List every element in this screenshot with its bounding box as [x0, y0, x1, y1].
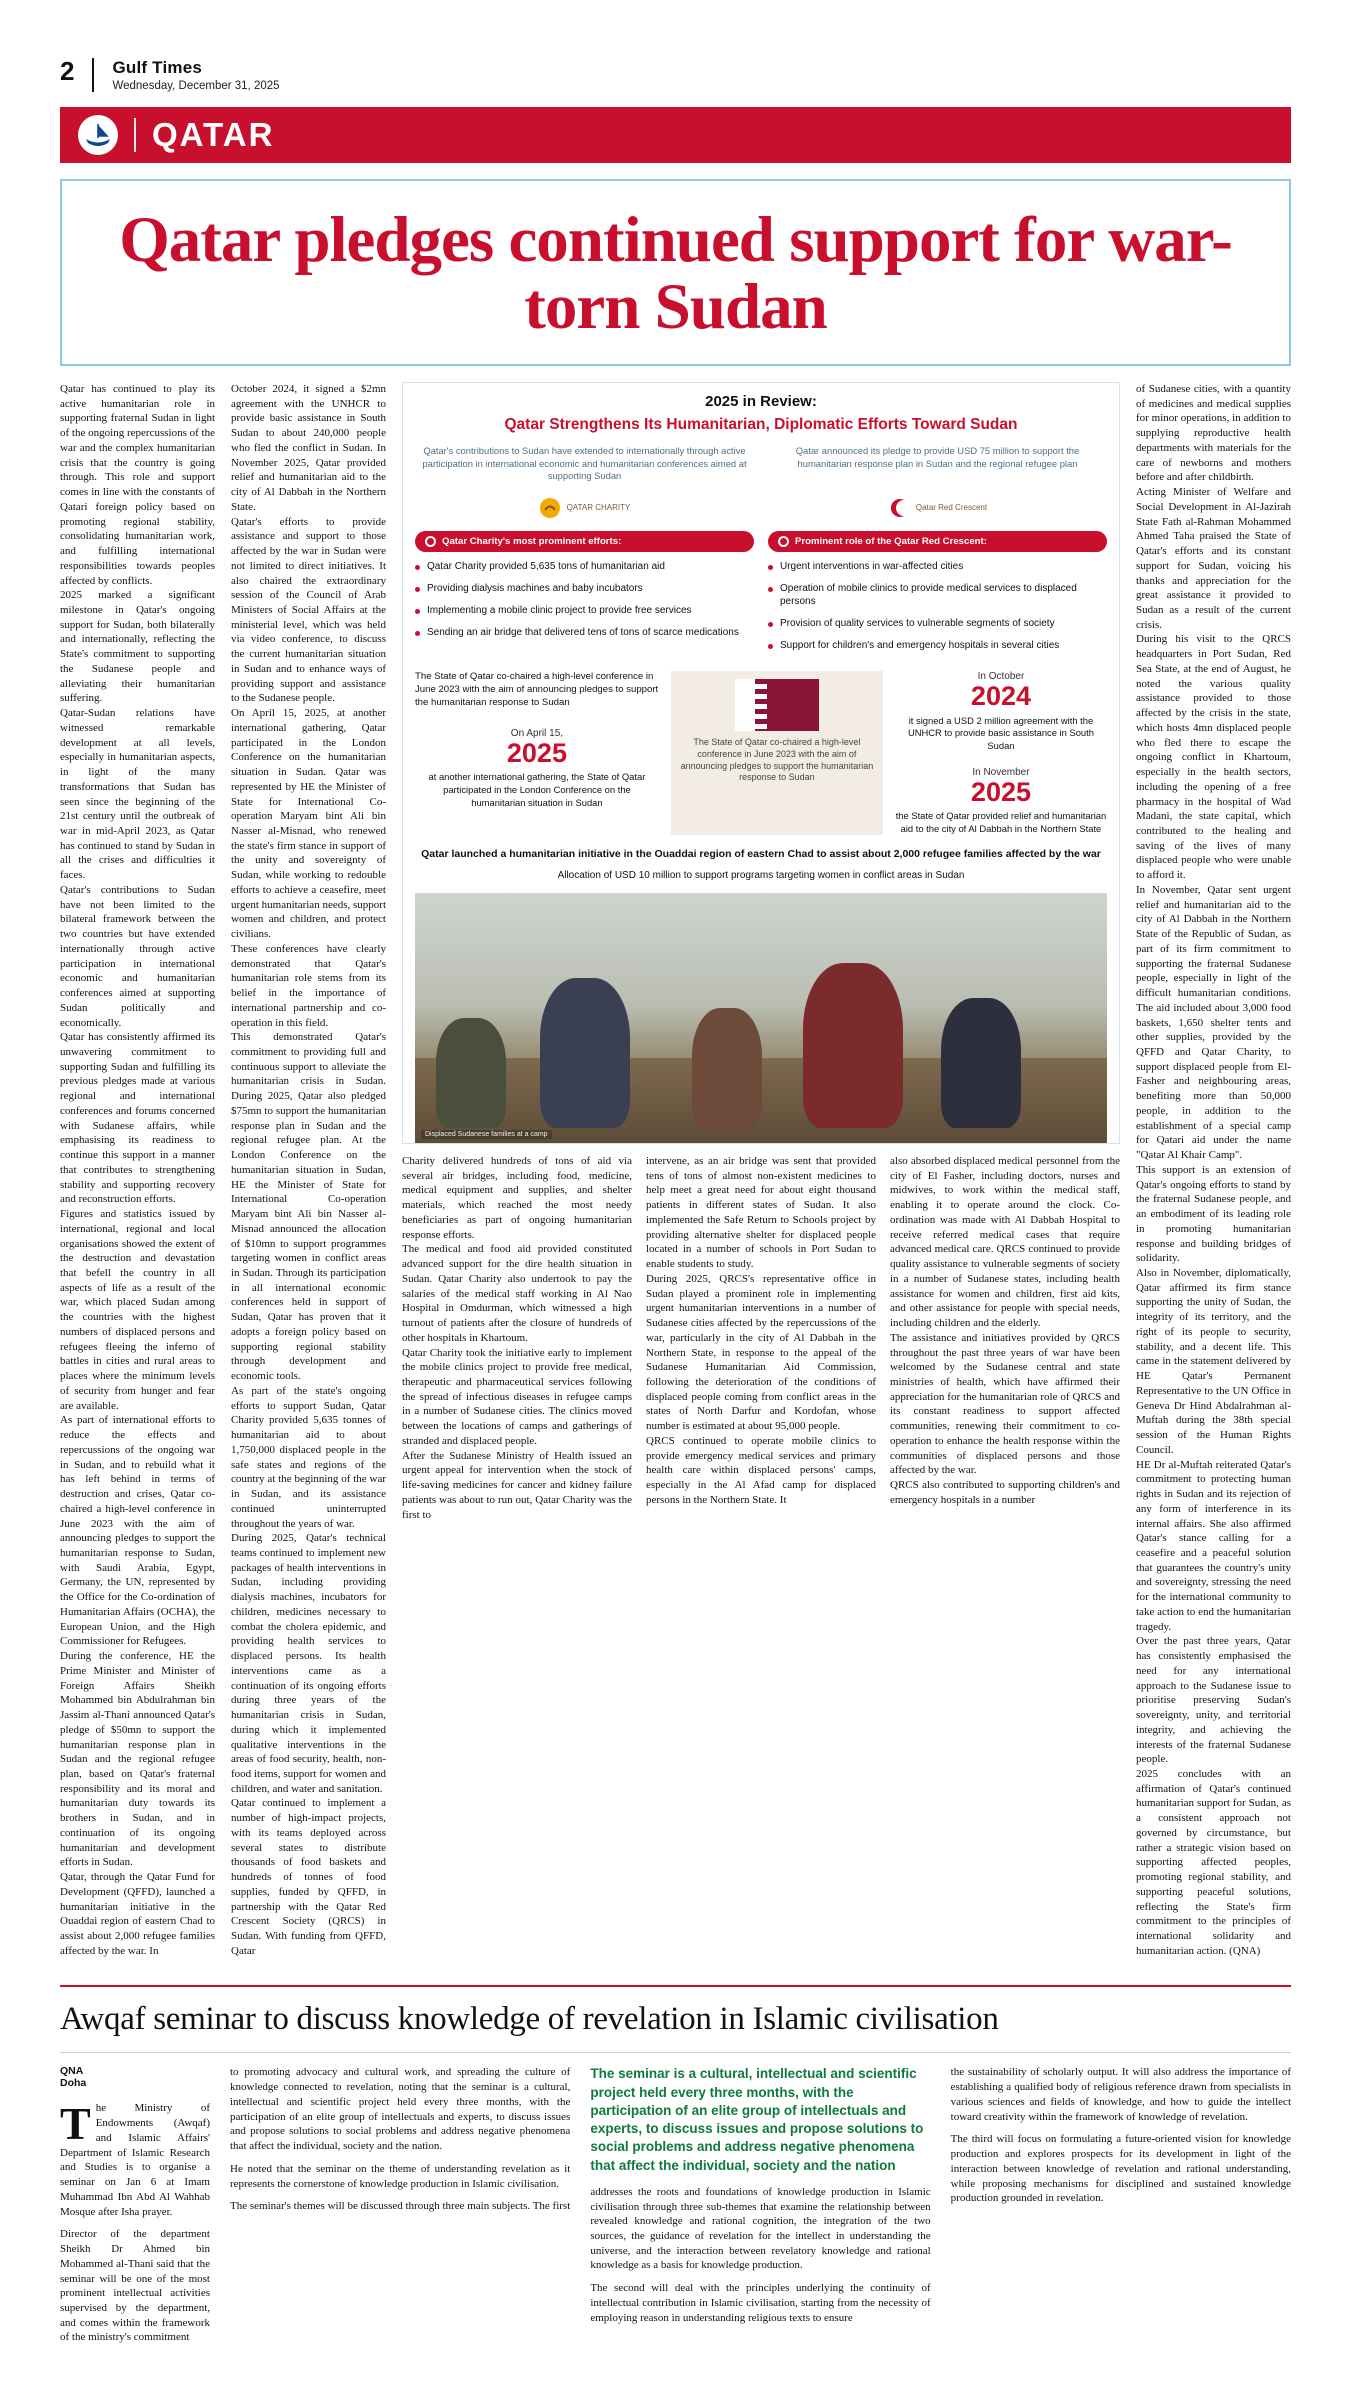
qatar-charity-label: QATAR CHARITY [566, 503, 631, 513]
bullet-list-left [415, 560, 754, 661]
date-label-october: In October [977, 671, 1025, 683]
paragraph: Director of the department Sheikh Dr Ahmed bin Mohammed al-Thani said that the seminar will be one of the most prominent intellectual activities supervised by the department, and comes within the framework of the ministry's commitment [60, 2228, 210, 2344]
paragraph: Qatar's contributions to Sudan have not been limited to the bilateral framework between the two countries but have extended internationally through active participation in international economic and humanitarian conferences aimed at supporting Sudan politically and economically. [60, 883, 215, 1029]
paragraph: The assistance and initiatives provided by QRCS throughout the past three years of war have been welcomed by the Sudanese central and state ministries of health, which have affirmed their appreciation for the humanitarian role of QRCS and its constant readiness to support affected communities, renewing their commitment to co-operation to enhance the health response within the communities of displaced persons and those affected by the war. [890, 1331, 1120, 1477]
paragraph: During the conference, HE the Prime Minister and Minister of Foreign Affairs Sheikh Mohammed bin Abdulrahman bin Jassim al-Thani announced Qatar's pledge of $50mn to support the humanitarian response plan in Sudan and the regional refugee plan, based on Qatar's fraternal responsibility and its moral and humanitarian duty towards its brothers in Sudan, and in continuation of its ongoing humanitarian and development efforts in Sudan. [60, 1650, 215, 1869]
section-title: QATAR [152, 115, 275, 153]
qatar-charity-logo-icon [415, 491, 754, 525]
pill-label-left: Qatar Charity's most prominent efforts: [442, 536, 622, 548]
list-item: Sending an air bridge that delivered tens of tons of scarce medications [415, 626, 754, 639]
paragraph: the sustainability of scholarly output. It will also address the importance of establishing a qualified body of religious reference drawn from specialists in various sciences and fields of knowledge, and how to guide the intellect toward creativity within the framework of knowledge of revelation. [950, 2066, 1291, 2123]
qatar-flag-icon [735, 679, 819, 731]
paragraph: On April 15, 2025, at another international gathering, Qatar participated in the London Conference on the humanitarian situation in Sudan. Qatar was represented by HE the Minister of State for International Co-operation Maryam bint Ali bin Nasser al-Misnad, who renewed the state's firm stance in support of the unity and sovereignty of Sudan, while working to redouble efforts to achieve a ceasefire, meet urgent humanitarian needs, support women and children, and protect civilians. [231, 707, 386, 941]
paragraph: QRCS also contributed to supporting children's and emergency hospitals in a number [890, 1479, 1120, 1506]
qrcs-role-pill [768, 531, 1107, 552]
list-item: Qatar Charity provided 5,635 tons of humanitarian aid [415, 560, 754, 573]
date-note-november: the State of Qatar provided relief and humanitarian aid to the city of Al Dabbah in the Northern State [895, 809, 1107, 834]
publication-date: Wednesday, December 31, 2025 [112, 79, 280, 92]
masthead-divider [92, 58, 94, 92]
article-column-3c [890, 1154, 1120, 1522]
section-rule [60, 1985, 1291, 1987]
qatar-red-crescent-logo-icon [768, 491, 1107, 525]
secondary-column-3 [590, 2065, 930, 2345]
list-item: Implementing a mobile clinic project to provide free services [415, 604, 754, 617]
infographic-title-line1: 2025 in Review: [705, 392, 817, 410]
date-note-april: at another international gathering, the State of Qatar participated in the London Conference on the humanitarian situation in Sudan [428, 771, 646, 808]
infographic-subtitle-right: Qatar announced its pledge to provide USD 75 million to support the humanitarian response plan in Sudan and the regional refugee plan [795, 445, 1080, 469]
flag-caption: The State of Qatar co-chaired a high-level conference in June 2023 with the aim of announcing pledges to support the humanitarian response to Sudan [680, 737, 874, 783]
paper-name: Gulf Times [112, 58, 203, 77]
paragraph: The second will deal with the principles underlying the continuity of intellectual contribution in Islamic civilisation, starting from the necessity of employing reason in understanding religious texts to ensure [590, 2282, 931, 2324]
bullet-list-right [768, 560, 1107, 661]
timeline-left [415, 671, 659, 835]
pill-label-right: Prominent role of the Qatar Red Crescent: [795, 536, 987, 548]
paragraph: In November, Qatar sent urgent relief and humanitarian aid to the city of Al Dabbah in the Northern State of the Republic of Sudan, as part of its firm commitment to supporting the fraternal Sudanese people, especially in light of the difficult humanitarian conditions. The aid included about 3,000 food baskets, 1,650 shelter tents and other supplies, provided by the QFFD and Qatar Charity, to support displaced people from El-Fasher and neighbouring areas, benefiting more than 50,000 people, in addition to the establishment of a special camp for Qatari aid under the name "Qatar Al Khair Camp". [1136, 883, 1291, 1162]
paragraph: The medical and food aid provided constituted advanced support for the dire health situation in Sudan. Qatar Charity also undertook to pay the salaries of the medical staff working in Al Nao Hospital in Omdurman, which witnessed a high turnout of patients after the closure of hundreds of other hospitals in Khartoum. [402, 1243, 632, 1344]
conference-2023-note: The State of Qatar co-chaired a high-level conference in June 2023 with the aim of announcing pledges to support the humanitarian response to Sudan [415, 671, 659, 709]
paragraph: As part of the state's ongoing efforts to support Sudan, Qatar Charity provided 5,635 tonnes of humanitarian aid to about 1,750,000 displaced people in the safe states and regions of the country at the beginning of the war in Sudan, and its assistance continued uninterrupted throughout the years of war. [231, 1384, 386, 1530]
paragraph: HE Dr al-Muftah reiterated Qatar's commitment to protecting human rights in Sudan and its rejection of any form of interference in its internal affairs. She also affirmed Qatar's stance calling for a ceasefire and a peaceful solution that guarantees the country's unity and sovereignty, stressing the need for the international community to take action to end the humanitarian tragedy. [1136, 1458, 1291, 1633]
byline-column [60, 2065, 210, 2345]
infographic-column [402, 382, 1120, 1959]
list-item: Support for children's and emergency hospitals in several cities [768, 639, 1107, 652]
section-banner [60, 107, 1291, 163]
paragraph: intervene, as an air bridge was sent that provided tens of tons of almost non-existent medicines to help meet a great need for about eight thousand patients in different states of Sudan. It also implemented the Safe Return to Schools project by providing alternative shelter for displaced people located in a number of schools in Port Sudan to enable students to study. [646, 1154, 876, 1271]
paragraph: Over the past three years, Qatar has consistently emphasised the need for any international approach to the Sudanese issue to prioritise preserving Sudan's sovereignty, unity, and territorial integrity, and achieving the interests of the fraternal Sudanese people. [1136, 1635, 1291, 1766]
paragraph: During 2025, Qatar's technical teams continued to implement new packages of health interventions in Sudan, including providing dialysis machines, incubators for children, medicines necessary to combat the cholera epidemic, and providing health services to displaced persons. Its health interventions came as a continuation of its ongoing efforts during three years of the humanitarian crisis in Sudan, during which it implemented qualitative interventions in the areas of food security, health, non-food items, support for women and children, and water and sanitation. [231, 1532, 386, 1795]
paragraph: addresses the roots and foundations of knowledge production in Islamic civilisation through three sub-themes that examine the relationship between revealed knowledge and rational cognition, the integration of the two sources, the guidance of revelation for the intellect in understanding the universe, and the interaction between revelatory knowledge and rational knowledge as a basis for knowledge production. [590, 2185, 931, 2272]
qatar-charity-efforts-pill [415, 531, 754, 552]
paragraph: This demonstrated Qatar's commitment to providing full and continuous support to alleviate the humanitarian crisis in Sudan. During 2025, Qatar also pledged $75mn to support the humanitarian response plan in Sudan and the regional refugee plan. At the London Conference on the humanitarian situation in Sudan, HE the Minister of State for International Co-operation Maryam bint Ali bin Nasser al-Misnad announced the allocation of $10mn to support programmes targeting women in conflict areas in Sudan. Through its participation in all international economic conferences held in support of Sudan, Qatar has proven that it adopts a foreign policy based on supporting regional stability through development and economic tools. [231, 1031, 386, 1383]
chad-initiative-note: Qatar launched a humanitarian initiative in the Ouaddai region of eastern Chad to assist about 2,000 refugee families affected by the war [421, 848, 1101, 861]
infographic-subtitle-left: Qatar's contributions to Sudan have extended to internationally through active participation in international economic and humanitarian conferences aimed at supporting Sudan [422, 445, 747, 482]
paragraph: October 2024, it signed a $2mn agreement with the UNHCR to provide basic assistance in South Sudan to about 240,000 people who fled the conflict in Sudan. In November 2025, Qatar provided relief and humanitarian aid to the city of Al Dabbah in the Northern State. [231, 382, 386, 513]
paragraph: also absorbed displaced medical personnel from the city of El Fasher, including doctors, nurses and midwives, to work within the medical staff, enabling it to operate around the clock. Co-ordination was made with Al Dabbah Hospital to receive referred medical cases that require advanced medical care. QRCS continued to provide quality assistance to vulnerable segments of society in a number of Sudanese states, including health assistance for women and children, first aid kits, and other assistance for people with special needs, including children and the elderly. [890, 1154, 1120, 1330]
paragraph: Qatar's efforts to provide assistance and support to those affected by the war in Sudan were not limited to direct initiatives. It also chaired the extraordinary session of the Council of Arab Ministers of Social Affairs at the ministerial level, which was held via video conference, to discuss the current humanitarian situation in Sudan and to enhance ways of providing support and assistance to the Sudanese people. [231, 515, 386, 705]
article-column-1 [60, 382, 215, 1959]
infographic-lower-text [402, 1154, 1120, 1532]
date-note-october: it signed a USD 2 million agreement with the UNHCR to provide basic assistance in South Sudan [907, 714, 1094, 751]
paragraph: Acting Minister of Welfare and Social Development in Al-Jazirah State Fath al-Rahman Mohammed Ahmed Taha praised the State of Qatar's efforts and its constant support for Sudan, voicing his thanks and appreciation for the great assistance it provided to Sudan as a result of the current crisis. [1136, 486, 1291, 631]
secondary-column-4 [951, 2065, 1291, 2345]
infographic-title [415, 393, 1107, 435]
pull-quote: The seminar is a cultural, intellectual and scientific project held every three months, with the participation of an elite group of intellectuals and experts, to discuss issues and propose solutions to social problems and address negative phenomena that affect the individual, society and the nation [590, 2066, 924, 2173]
paragraph: Figures and statistics issued by international, regional and local organisations showed the extent of the destruction and devastation that befell the country in all aspects of life as a result of the war, which placed Sudan among the countries with the highest numbers of displaced persons and refugees fleeing the inferno of battles in cities and rural areas to places where the minimum levels of security from hunger and fear are available. [60, 1208, 215, 1412]
paragraph: Qatar, through the Qatar Fund for Development (QFFD), launched a humanitarian initiative in the Ouaddai region of eastern Chad to assist about 2,000 refugee families affected by the war. In [60, 1871, 215, 1957]
paragraph: The seminar's themes will be discussed through three main subjects. The first [230, 2200, 571, 2213]
timeline-right [895, 671, 1107, 835]
paragraph: Qatar has continued to play its active humanitarian role in supporting fraternal Sudan in light of the ongoing repercussions of the war and the complex humanitarian crisis that the country is going through. This role and support comes in line with the constants of Qatari foreign policy based on promoting regional stability, consolidating humanitarian work, and fulfilling international responsibilities towards peoples affected by conflicts. [60, 382, 215, 587]
crescent-icon [778, 536, 789, 547]
paragraph: Qatar has consistently affirmed its unwavering commitment to supporting Sudan and fulfilling its previous pledges made at various regional and international conferences and forums concerned with Sudanese affairs, while emphasising its readiness to continue this support in a manner that contributes to strengthening stability and supporting recovery and reconstruction efforts. [60, 1031, 215, 1206]
paragraph: Qatar-Sudan relations have witnessed remarkable development at all levels, especially in humanitarian aspects, in light of the many transformations that Sudan has seen since the beginning of the 21st century until the outbreak of war in mid-April 2023, as Qatar has continued to stand by Sudan in all the crises and difficulties it faces. [60, 707, 215, 882]
secondary-article [60, 2065, 1291, 2345]
date-value-2024: 2024 [970, 681, 1031, 712]
photo-credit: Displaced Sudanese families at a camp [421, 1130, 552, 1139]
hairline-divider [60, 2052, 1291, 2053]
list-item: Operation of mobile clinics to provide medical services to displaced persons [768, 582, 1107, 608]
article-column-4 [1136, 382, 1291, 1959]
paragraph: During his visit to the QRCS headquarters in Port Sudan, Red Sea State, at the end of August, he noted the various quality assistance provided to those affected by the crisis in the state, which hosts 4mn displaced people who fled there to escape the ongoing conflict in Khartoum, especially in the health sectors, including the opening of a free pharmacy in the hospital of Wad Madani, the state capital, which contributed to the healing and saving of the lives of many displaced people who were unable to afford it. [1136, 633, 1291, 882]
paragraph: He noted that the seminar on the theme of understanding revelation as it represents the cornerstone of knowledge production in Islamic civilisation. [230, 2162, 571, 2190]
date-value-2025-nov: 2025 [970, 776, 1031, 807]
paragraph: The third will focus on formulating a future-oriented vision for knowledge production and explores prospects for its development in light of the interaction between knowledge of revelation and rational understanding, while proposing mechanisms for disciplined and sustained knowledge production grounded in revelation. [950, 2133, 1291, 2205]
crescent-icon [425, 536, 436, 547]
gulf-times-logo-icon [78, 115, 118, 155]
article-column-3b [646, 1154, 876, 1522]
byline-city: Doha [60, 2077, 87, 2090]
main-content [60, 382, 1291, 1959]
paragraph: of Sudanese cities, with a quantity of medicines and medical supplies for minor operations, in addition to supplying reproductive health departments with materials for the care of newborns and mothers before and after childbirth. [1136, 382, 1291, 484]
list-item: Provision of quality services to vulnerable segments of society [768, 617, 1107, 630]
paragraph: 2025 concludes with an affirmation of Qatar's continued humanitarian support for Sudan, as a consistent approach not governed by circumstance, but rather a strategic vision based on supporting affected peoples, promoting regional stability, and supporting peaceful solutions, reflecting the State's firm commitment to the principles of international solidarity and humanitarian action. (QNA) [1136, 1767, 1291, 1957]
date-value-2025: 2025 [506, 737, 567, 768]
headline-box [60, 179, 1291, 366]
date-label-november: In November [972, 766, 1030, 778]
paragraph: 2025 marked a significant milestone in Qatar's ongoing support for Sudan, both bilaterally and internationally, reflecting the State's commitment to supporting the Sudanese people and alleviating their humanitarian suffering. [60, 589, 215, 705]
banner-divider [134, 118, 136, 152]
paragraph: Qatar Charity took the initiative early to implement the mobile clinics project to provide free medical, therapeutic and pharmaceutical services following the spread of infectious diseases in refugee camps in a number of Sudanese cities. The clinics moved between the locations of camps and gatherings of stranded and displaced people. [402, 1346, 632, 1447]
paragraph: Qatar continued to implement a number of high-impact projects, with its teams deployed across several states to distribute thousands of food baskets and hundreds of tonnes of food supplies, funded by QFFD, in partnership with the Qatar Red Crescent Society (QRCS) in Sudan. With funding from QFFD, Qatar [231, 1797, 386, 1957]
date-label-april: On April 15, [510, 727, 564, 739]
article-column-2 [231, 382, 386, 1959]
paragraph: During 2025, QRCS's representative office in Sudan played a prominent role in implementing urgent humanitarian interventions in a number of Sudanese cities affected by the repercussions of the war, particularly in the city of Al Dabbah in the Northern State, in response to the appeal of the Sudanese Humanitarian Aid Commission, following the deterioration of the conditions of displaced people coming from conflict areas in the states of North Darfur and Kordofan, whose number is estimated at about 95,000 people. [646, 1272, 876, 1433]
page-title: Qatar pledges continued support for war-torn Sudan [119, 203, 1232, 344]
sudan-refugees-photo [415, 893, 1107, 1143]
secondary-column-2 [230, 2065, 570, 2345]
paragraph: Also in November, diplomatically, Qatar affirmed its firm stance supporting the unity of Sudan, the integrity of its territory, and the right of its people to security, stability, and a decent life. This came in the statement delivered by HE Qatar's Permanent Representative to the UN Office in Geneva Dr Hind Abdalrahman al-Muftah during the 38th special session of the Human Rights Council. [1136, 1267, 1291, 1456]
infographic [402, 382, 1120, 1144]
paragraph: The Ministry of Endowments (Awqaf) and Islamic Affairs' Department of Islamic Research and Studies is to organise a seminar on Jan 6 at Imam Muhammad Ibn Abd Al Wahhab Mosque after Isha prayer. [60, 2098, 210, 2218]
qatar-flag-card [671, 671, 883, 835]
infographic-title-line2: Qatar Strengthens Its Humanitarian, Diplomatic Efforts Toward Sudan [504, 415, 1018, 433]
paragraph: to promoting advocacy and cultural work, and spreading the culture of knowledge connected to revelation, noting that the seminar is a cultural, intellectual and scientific project held every three months, with the participation of an elite group of intellectuals and experts, to discuss issues and propose solutions to social problems and address negative phenomena that affect the individual, society and the nation. [230, 2066, 571, 2153]
paragraph: Charity delivered hundreds of tons of aid via several air bridges, including food, medicine, medical equipment and supplies, and shelter materials, which reached the most needy beneficiaries as part of ongoing humanitarian response efforts. [402, 1154, 632, 1241]
list-item: Urgent interventions in war-affected cities [768, 560, 1107, 573]
article-column-3a [402, 1154, 632, 1522]
qatar-red-crescent-label: Qatar Red Crescent [915, 503, 988, 513]
page-number: 2 [60, 56, 75, 86]
paragraph: As part of international efforts to reduce the effects and repercussions of the ongoing war in Sudan, and to rebuild what it has left behind in terms of destruction and crises, Qatar co-chaired a high-level conference in June 2023 with the aim of announcing pledges to support the humanitarian response to Sudan, with Saudi Arabia, Egypt, Germany, the UN, represented by the Office for the Co-ordination of Humanitarian Affairs (OCHA), the European Union, and the High Commissioner for Refugees. [60, 1414, 215, 1648]
paragraph: QRCS continued to operate mobile clinics to provide emergency medical services and primary health care within displaced persons' camps, especially in the Al Afad camp for displaced persons in the Northern State. It [646, 1434, 876, 1506]
paragraph: This support is an extension of Qatar's ongoing efforts to stand by the fraternal Sudanese people, and an embodiment of its leading role in promoting humanitarian response and building bridges of solidarity. [1136, 1163, 1291, 1265]
secondary-headline: Awqaf seminar to discuss knowledge of revelation in Islamic civilisation [60, 2000, 999, 2037]
masthead [60, 0, 1291, 93]
byline-agency: QNA [60, 2065, 84, 2078]
allocation-note: Allocation of USD 10 million to support programs targeting women in conflict areas in Sudan [557, 870, 965, 882]
paragraph: These conferences have clearly demonstrated that Qatar's humanitarian role stems from its belief in the importance of international partnership and co-operation in this field. [231, 942, 386, 1029]
paragraph: After the Sudanese Ministry of Health issued an urgent appeal for intervention when the stock of life-saving medicines for cancer and kidney failure patients was about to run out, Qatar Charity was the first to [402, 1449, 632, 1521]
list-item: Providing dialysis machines and baby incubators [415, 582, 754, 595]
